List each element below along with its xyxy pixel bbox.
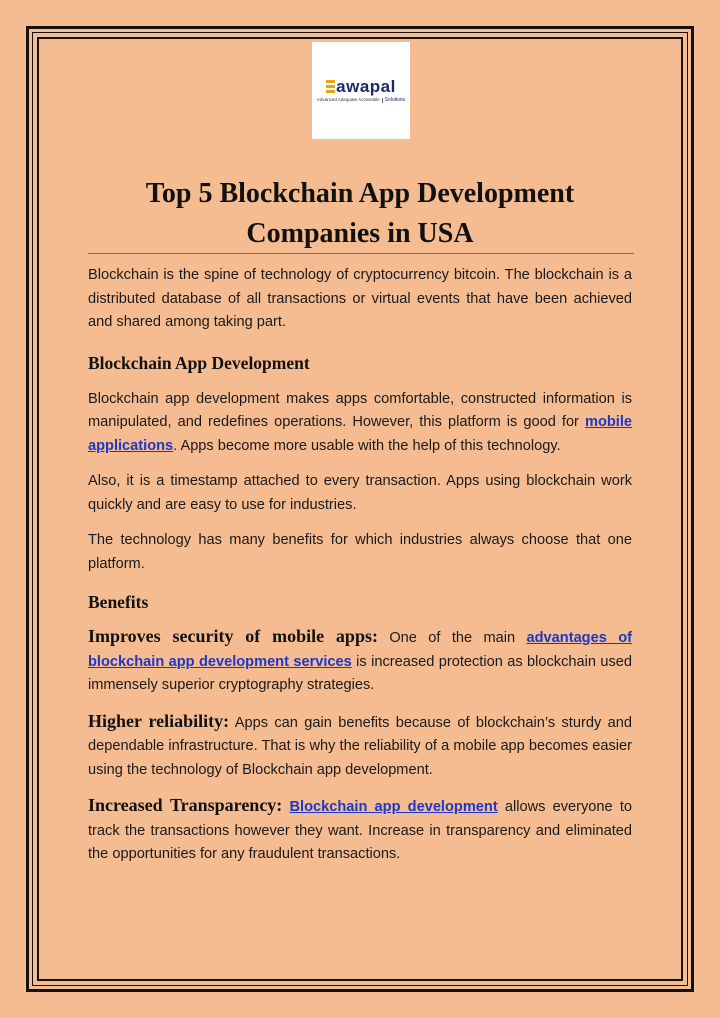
- benefit-item: Increased Transparency: Blockchain app development allows everyone to track the transactions however they want. Increase in transparency and eliminated the opportunities for any fraudulent transactions.: [88, 795, 632, 862]
- title-divider: [88, 253, 634, 254]
- logo-subline: [317, 98, 405, 103]
- blockchain-app-development-link[interactable]: Blockchain app development: [289, 799, 498, 815]
- section1-paragraph-2: Also, it is a timestamp attached to every transaction. Apps using blockchain work quickly and are easy to use for industries.: [88, 473, 632, 513]
- advantages-link[interactable]: advantages of blockchain app development services: [88, 630, 632, 670]
- benefit-lead: Higher reliability:: [88, 710, 230, 731]
- section-heading-blockchain-app-development: Blockchain App Development: [88, 352, 310, 373]
- page-title-line-1: Top 5 Blockchain App Development: [145, 178, 575, 209]
- benefit-lead: Improves security of mobile apps:: [88, 626, 378, 646]
- section1-paragraph-1: Blockchain app development makes apps comfortable, constructed information is manipulated, and redefines operations. However, this platform is good for mobile applications. Apps become more usable with the help of this technology.: [88, 390, 632, 454]
- page-title-line-2: Companies in USA: [246, 218, 474, 249]
- logo-suffix: Solutions: [382, 98, 406, 103]
- logo-stripes-icon: [326, 79, 335, 94]
- section-heading-benefits: Benefits: [88, 592, 149, 612]
- page-title: [88, 174, 632, 254]
- benefit-lead: Increased Transparency:: [88, 795, 283, 815]
- mobile-applications-link[interactable]: mobile applications: [88, 414, 632, 454]
- logo-brand: awapal: [336, 77, 396, 96]
- logo-tagline: Advanced Adequate Accessible: [316, 97, 380, 103]
- intro-paragraph: Blockchain is the spine of technology of cryptocurrency bitcoin. The blockchain is a distributed database of all transactions or virtual events that have been achieved and shared among taking part.: [88, 267, 632, 330]
- benefit-item: Improves security of mobile apps: One of the main advantages of blockchain app development services is increased protection as blockchain used immensely superior cryptography strategies.: [88, 626, 632, 693]
- article-body: [88, 264, 632, 867]
- section1-paragraph-3: The technology has many benefits for which industries always choose that one platform.: [88, 532, 632, 572]
- company-logo: [312, 42, 410, 139]
- logo-wordmark: [326, 78, 396, 95]
- benefit-item: Higher reliability: Apps can gain benefits because of blockchain’s sturdy and dependable infrastructure. That is why the reliability of a mobile app becomes easier using the technology of Blockchain app development.: [88, 710, 632, 778]
